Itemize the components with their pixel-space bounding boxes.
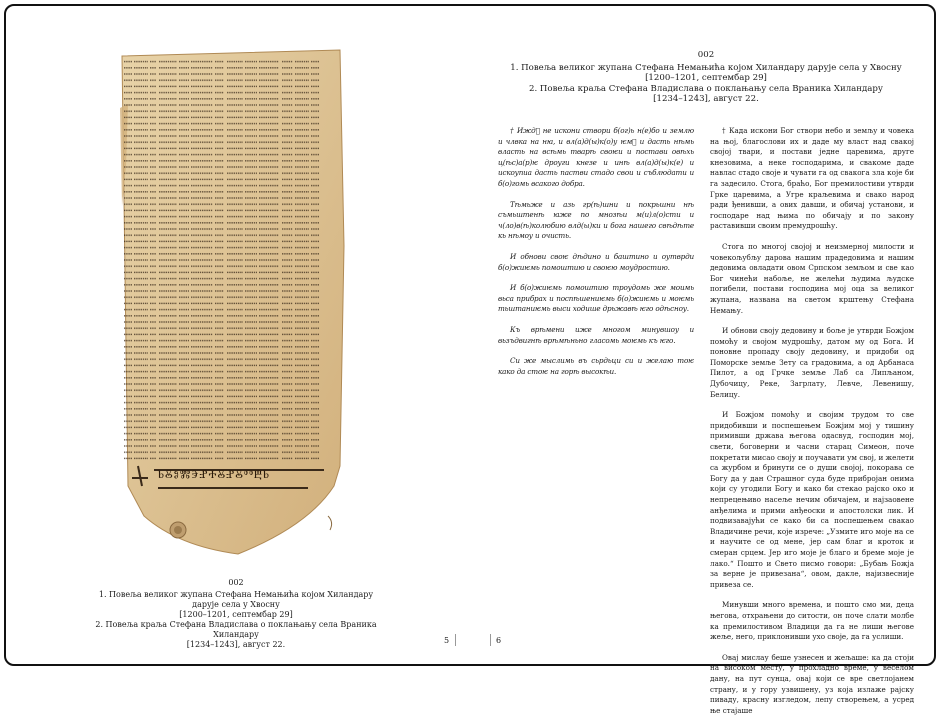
caption-date-1: [1200–1201, септембар 29]: [179, 610, 293, 619]
caption-title-1: 1. Повеља великог жупана Стефана Немањића којом Хиландару дарује села у Хвосну: [98, 590, 374, 609]
page-number-right: 6: [496, 636, 502, 645]
old-text-paragraph: И б(о)жиѥмь помоштию троудомь же моимь вьса прибрах и поспѣшениѥмь б(о)жиѥмь и моѥмь тьштаниѥмь выси ходише дрьжавѣ ѥго одѣсноу.: [498, 283, 694, 314]
old-text-paragraph: Тѣмьже и азь гр(ѣ)шни и покрьшни нѣ съмьштенѣ ꙗже по мнозѣи м(и)л(о)сти и ч(ло)в(ѣ)колюбию влд(ы)ки и бога нашего свѣдѣте кь нѣмоу и очисть.: [498, 199, 694, 241]
caption-doc-number: 002: [228, 578, 244, 587]
translation-paragraph: И Божјом помоћу и својим трудом то све придобивши и поспешењем Божјим мој у тишину примивши држава његова одасвуд, господин мој, свети, боговерни и часни старац Симеон, поче покретати мисао своју и поучавати ум свој, и желети са журбом и бринути се о души својој, покорава се Богу да у дан Страшног суда буде прибројан онима који су угодили Богу и како би стекао рајско око и непрецењиво насеље нечим обичајем, и најзаовене анђелима и прими анђеоски и апостолски лик. И подвизавајући се како би са поспешењем свакао Владичине речи, које изрече: „Узмите иго моје на се и научите се од мене, јер сам благ и кроток и смеран срцем. Јер иго моје је благо и бреме моје је лако.“ Пошто и Свето писмо говори: „Бубањ Божја за верне је привезана“, овом, дакле, најизвесније привеза се.: [710, 410, 914, 589]
caption-date-2: [1234–1243], август 22.: [186, 640, 286, 649]
translation-paragraph: Овај мислау беше узнесен и жељаше: ка да стоји на високом месту, у прохладно време, у веселом дану, на пут сунца, овај који се вре светлојанем страну, и у гору узвишену, уз која излаже рајску пиваду, красну изгледом, лепу створењем, а усред ње стајаше: [710, 652, 914, 715]
right-page: [476, 6, 934, 715]
manuscript-image: [118, 46, 348, 562]
old-text-paragraph: Къ врѣмени иже многом минувшоу и вьзъдвигнѣ врѣмѣньно гласомь моѥмь къ ѥго.: [498, 324, 694, 345]
translation-paragraph: Минувши много времена, и пошто смо ми, деца његова, отхрањени до ситости, он поче слати молбе ка премилостивом Владици да га не лиши његове жеље, него, приклонивши ухо своје, да га услиши.: [710, 600, 914, 642]
book-spread: [4, 4, 936, 715]
old-serbian-text-column: [498, 126, 694, 387]
old-text-paragraph: † Иждⷣ не искони створи б(ог)ь н(е)бо и землю и члвка на нꙗ, и вл(а)д(ы)к(о)у ѥмꙋ и дасть нѣмь власть на всѣмь тварѣ своѥи и постави овѣхь ц(ѣс)а(р)ѥ дроуги кнезе и инѣ вл(а)д(ы)к(е) и искоупиа дасть пастви стадо свои и съблюдати и б(о)гомь всакого добра.: [498, 126, 694, 188]
left-page: [6, 6, 476, 664]
translation-paragraph: Стога по многој својој и неизмерној милости и човекољубљу дарова нашим прадедовима и нашим дедовима овладати овом Српском земљом и све као Бог чинећи набоље, не желећи људима људске погибели, постави господина мој оца за великог жупана, названа на светом крштењу Стефана Немању.: [710, 241, 914, 315]
title-1: 1. Повеља великог жупана Стефана Немањића којом Хиландару дарује села у Хвосну: [510, 62, 902, 73]
doc-number: 002: [697, 50, 715, 60]
document-heading: [506, 50, 906, 105]
svg-text:ⰓⰋⰑⰏⰅⰐⰀⰋⰐⰋⰕⰁⰓ: ⰓⰋⰑⰏⰅⰐⰀⰋⰐⰋⰕⰁⰓ: [158, 468, 271, 481]
page-number-left: 5: [444, 636, 450, 645]
manuscript-caption: [86, 578, 386, 650]
page-separator: [455, 634, 456, 646]
translation-paragraph: † Када искони Бог створи небо и земљу и човека на њој, благослови их и даде му власт над свакој својој твари, и постави једне царевима, друге кнезовима, а неке господарима, и свакоме даде навлас стадо своје и чувати га од свакога зла које би га задесило. Стога, браћо, Бог премилостиви утврди Грке царевима, а Угре краљевима и свако народ ради ђенивши, а ових давши, и обичај установи, и господаре над њима по обичају и по закону раставивши своим премудрошћу.: [710, 126, 914, 231]
caption-title-2: 2. Повеља краља Стефана Владислава о поклањању села Враника Хиландару: [95, 620, 377, 639]
old-text-paragraph: Си же мыслимь въ сьрдьци си и желаю тоѥ како да стоѥ на горѣ высокѣи.: [498, 356, 694, 376]
page-separator: [490, 634, 491, 646]
modern-translation-column: [710, 126, 914, 726]
old-text-paragraph: И обнови своѥ дѣдино и баштино и оутврди б(о)жиѥмь помоштию и своѥю моудростию.: [498, 251, 694, 272]
date-1: [1200–1201, септембар 29]: [645, 73, 767, 83]
title-2: 2. Повеља краља Стефана Владислава о поклањању села Враника Хиландару: [528, 83, 883, 94]
date-2: [1234–1243], август 22.: [653, 94, 759, 104]
translation-paragraph: И обнови своју дедовину и боље је утврди Божјом помоћу и својом мудрошћу, датом му од Бога. И поновне пропаду своју дедовину, и придоби од Поморске земље Зету са градовима, а од Арбанаса Пилот, а од Грчке земље Лаб са Липљаном, Дубочицу, Реке, Загрлату, Левче, Левенишу, Белицу.: [710, 326, 914, 399]
